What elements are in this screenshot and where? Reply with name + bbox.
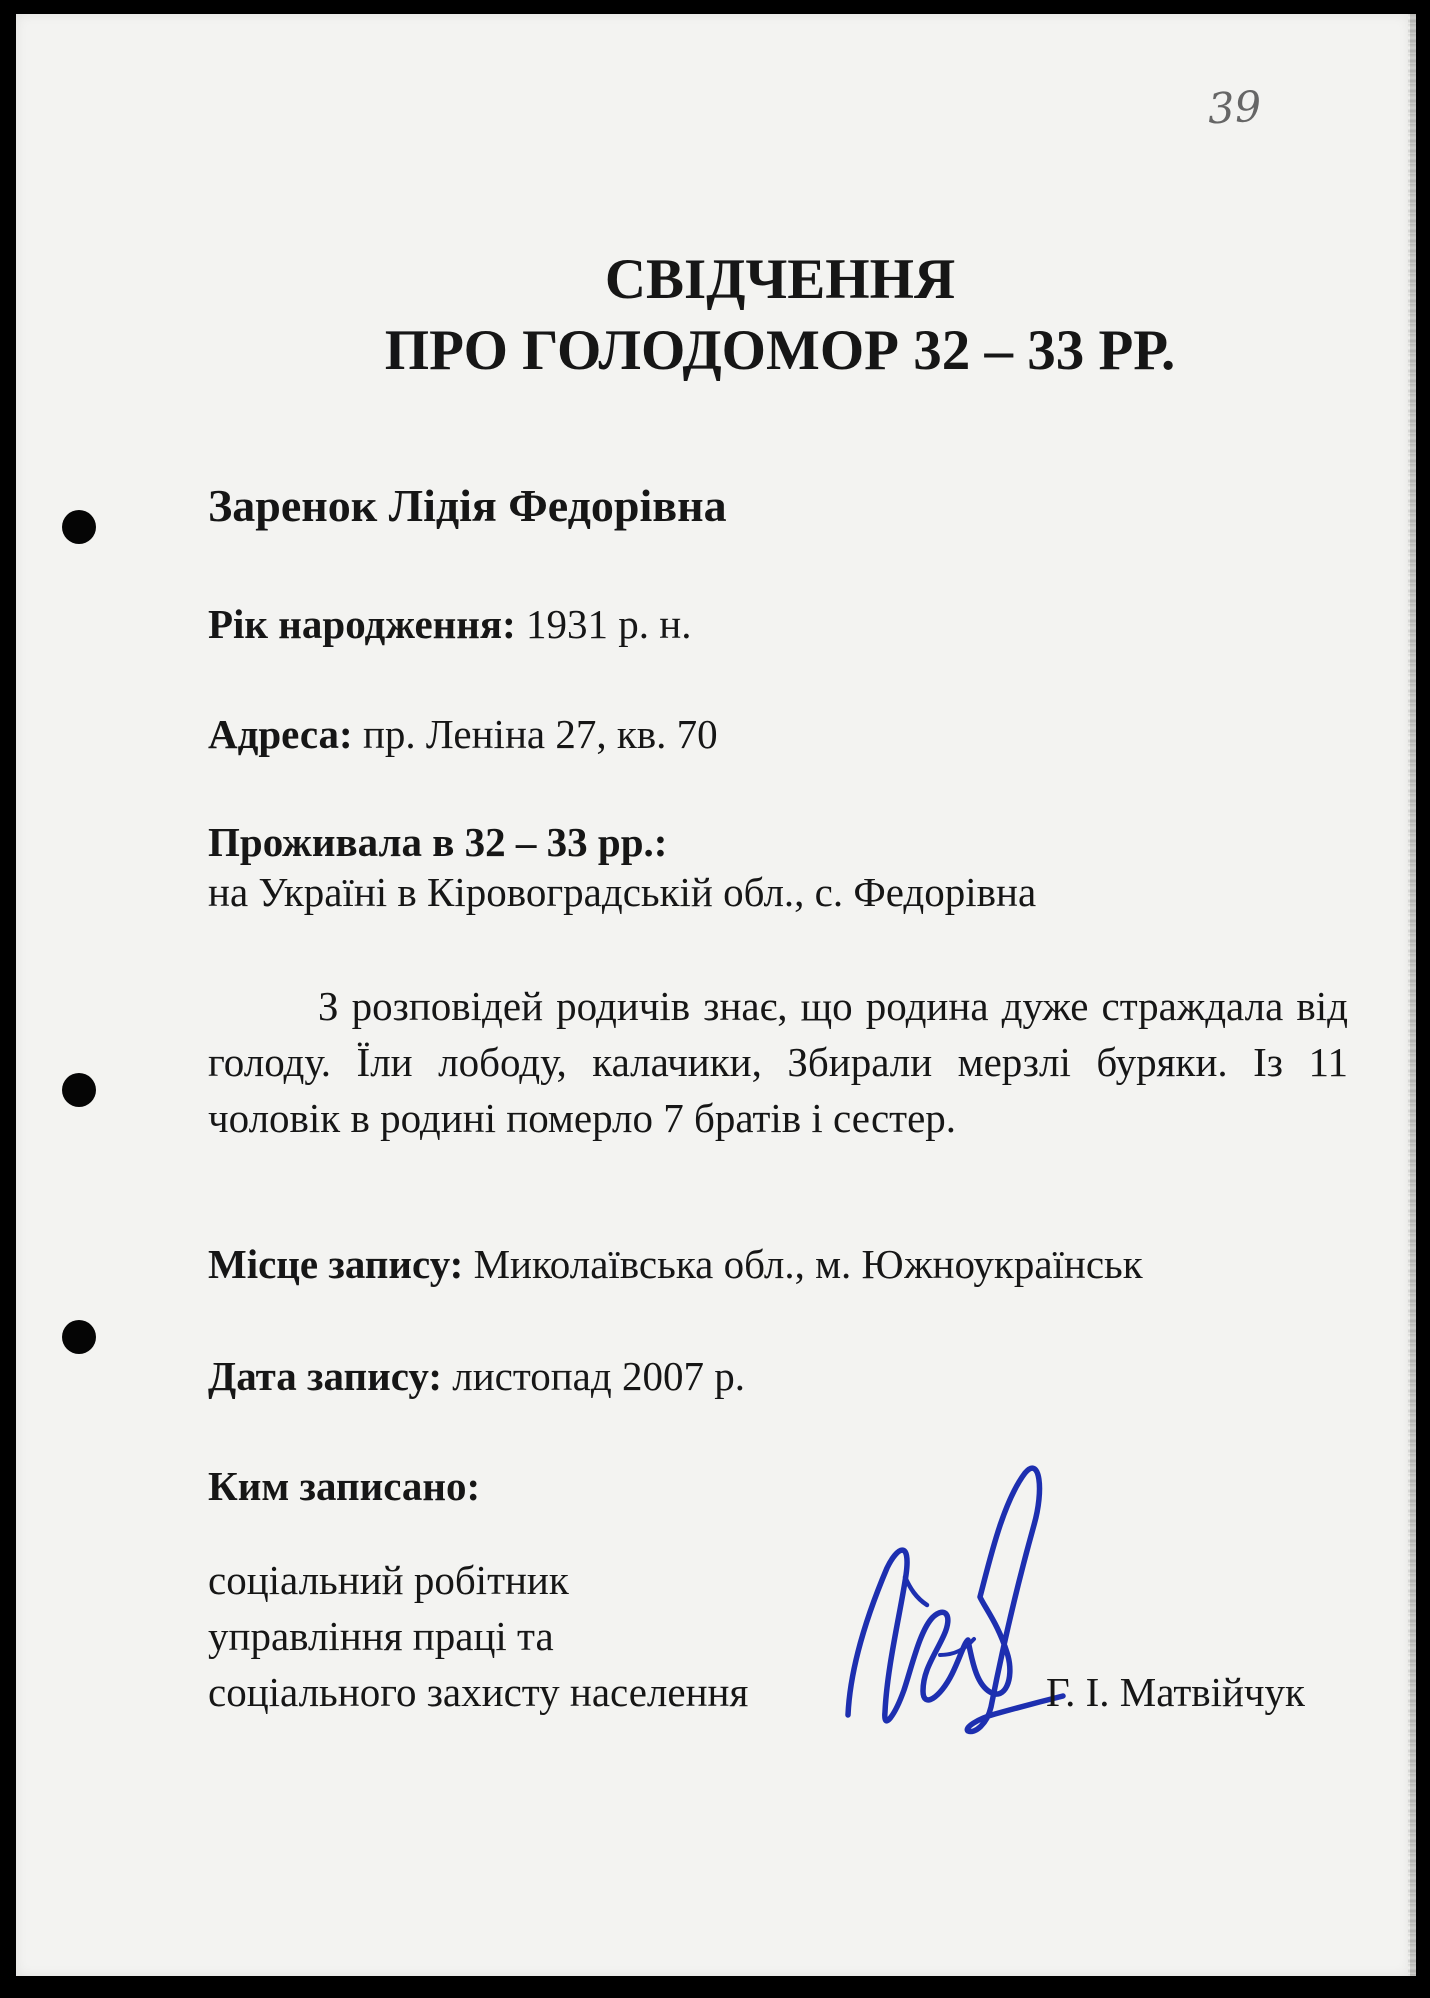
handwritten-signature-icon bbox=[815, 1460, 1075, 1760]
record-date-label: Дата запису: bbox=[208, 1353, 442, 1399]
document-title: СВІДЧЕННЯ bbox=[604, 248, 956, 311]
document-subtitle: ПРО ГОЛОДОМОР 32 – 33 РР. bbox=[384, 319, 1176, 382]
birth-year-value: 1931 р. н. bbox=[526, 601, 692, 647]
record-place-row bbox=[208, 1240, 1143, 1288]
recorded-by-label: Ким записано: bbox=[208, 1463, 481, 1509]
record-date-value: листопад 2007 р. bbox=[452, 1353, 745, 1399]
punch-hole-icon bbox=[62, 1073, 96, 1107]
recorder-role-line-2: управління праці та bbox=[208, 1613, 554, 1659]
punch-hole-icon bbox=[62, 1320, 96, 1354]
record-date-row bbox=[208, 1352, 745, 1400]
residence-label: Проживала в 32 – 33 рр.: bbox=[208, 819, 668, 865]
recorder-role-line-3: соціального захисту населення bbox=[208, 1669, 749, 1715]
record-place-value: Миколаївська обл., м. Южноукраїнськ bbox=[473, 1241, 1143, 1287]
handwritten-page-number: 39 bbox=[1206, 81, 1263, 134]
signer-name: Г. І. Матвійчук bbox=[1046, 1669, 1305, 1715]
address-row bbox=[208, 710, 718, 758]
birth-year-row bbox=[208, 600, 691, 648]
address-label: Адреса: bbox=[208, 711, 353, 757]
residence-value: на Україні в Кіровоградській обл., с. Федорівна bbox=[208, 869, 1037, 915]
testimony-paragraph: З розповідей родичів знає, що родина дуже страждала від голоду. Їли лободу, калачики, Збирали мерзлі буряки. Із 11 чоловік в родині померло 7 братів і сестер. bbox=[208, 983, 1348, 1141]
punch-hole-icon bbox=[62, 510, 96, 544]
recorder-role-line-1: соціальний робітник bbox=[208, 1557, 569, 1603]
record-place-label: Місце запису: bbox=[208, 1241, 464, 1287]
address-value: пр. Леніна 27, кв. 70 bbox=[362, 711, 718, 757]
person-name: Заренок Лідія Федорівна bbox=[208, 480, 727, 531]
birth-year-label: Рік народження: bbox=[208, 601, 516, 647]
paper-ragged-edge bbox=[1408, 14, 1416, 1976]
